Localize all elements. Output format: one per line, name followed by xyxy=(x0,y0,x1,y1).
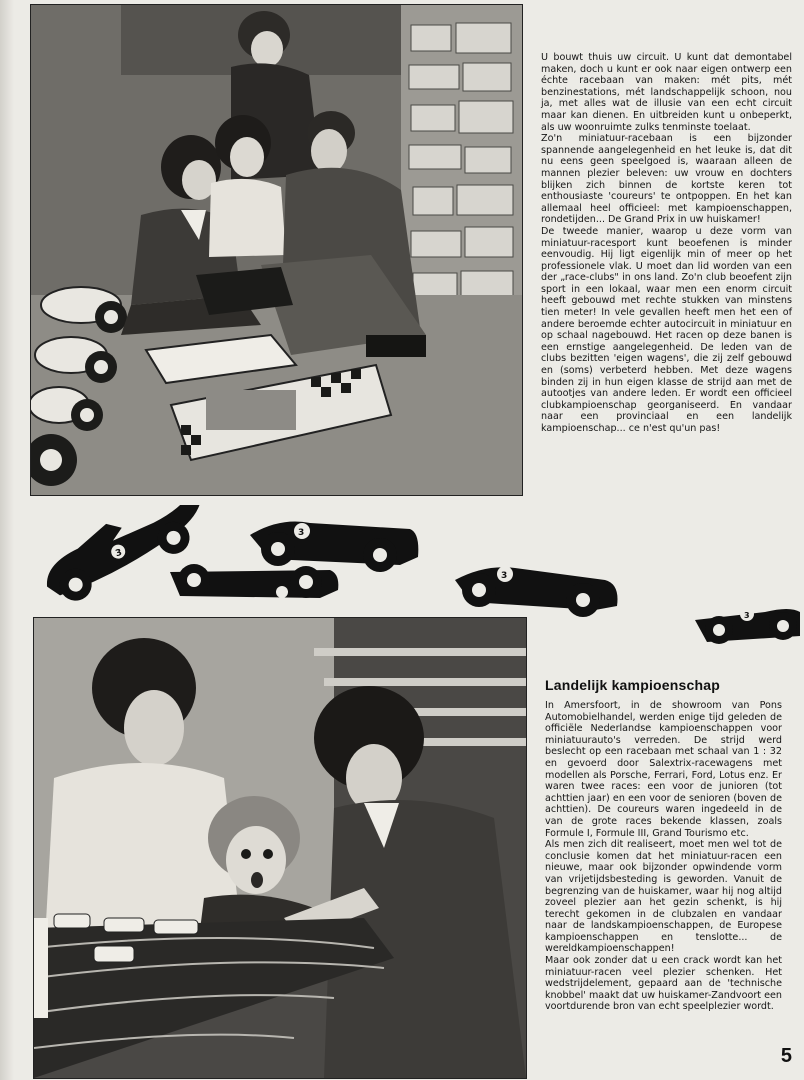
paragraph-family-racing: Zo'n miniatuur-racebaan is een bijzonder spannende aangelegenheid en het leuke is, dat dit nu eens geen speelgoed is, waaraan alleen de mannen plezier beleven: uw vrouw en dochters blijken zich binnen de kortste keren tot enthousiaste 'coureurs' te ontpoppen. En het kan allemaal heel officieel: met kampioenschappen, rondetijden... De Grand Prix in uw huiskamer! xyxy=(541,133,792,226)
paragraph-race-clubs: De tweede manier, waarop u deze vorm van miniatuur-racesport kunt beoefenen is minder eenvoudig. Hij ligt eigenlijk min of meer op het professionele vlak. U moet dan lid worden van een der „race-clubs" in ons land. Zo'n club beoefent zijn sport in een lokaal, waar men een enorm circuit heeft gebouwd met rechte stukken van minstens tien meter! In vele gevallen heeft men het een of andere beroemde echter autocircuit in miniatuur en op schaal nagebouwd. Het racen op deze banen is een ernstige aangelegenheid. De leden van de clubs bezitten 'eigen wagens', die zij zelf gebouwd en (soms) verbeterd hebben. Met deze wagens binden zij in hun eigen klasse de strijd aan met de autootjes van andere leden. Er wordt een officieel clubkampioenschap georganiseerd. En vandaar naar een provinciaal en een landelijk kampioenschap... ce n'est qu'un pas! xyxy=(541,225,792,434)
bottom-photo-illustration xyxy=(34,618,526,1078)
top-photo xyxy=(30,4,523,496)
top-photo-illustration xyxy=(31,5,522,495)
car-5-number: 3 xyxy=(744,611,750,620)
car-silhouette-3 xyxy=(170,564,338,598)
paragraph-conclusion: Als men zich dit realiseert, moet men wel tot de conclusie komen dat het miniatuur-racen een nieuwe, maar ook bijzonder opwindende vorm van vrijetijdsbesteding is geworden. Vanuit de begrenzing van de huiskamer, waar hij nog altijd zoveel plezier aan het gezin schenkt, is hij terecht gekomen in de clubzalen en vandaar naar de landskampioenschappen, de Europese kampioenschappen en tenslotte... de wereldkampioenschappen! xyxy=(545,839,782,955)
paragraph-fun: Maar ook zonder dat u een crack wordt kan het miniatuur-racen veel plezier schenken. Het wedstrijdelement, gepaard aan de 'technische knobbel' maakt dat uw huiskamer-Zandvoort een voortdurende bron van echt speelplezier wordt. xyxy=(545,955,782,1013)
bottom-photo xyxy=(33,617,527,1079)
car-2-number: 3 xyxy=(298,528,305,538)
paragraph-intro: U bouwt thuis uw circuit. U kunt dat demontabel maken, doch u kunt er ook naar eigen ontwerp een échte racebaan van maken: mét pits, mét benzinestations, mét landschappelijk schoon, nou ja, met alles wat de illusie van een echt circuit maar kan dienen. En uitbreiden kunt u onbeperkt, als uw woonruimte zulks tenminste toelaat. xyxy=(541,52,792,133)
page-number: 5 xyxy=(780,1045,792,1067)
car-silhouette-2 xyxy=(250,522,418,573)
car-silhouette-5 xyxy=(695,607,800,644)
top-article-column xyxy=(541,52,792,435)
section-heading: Landelijk kampioenschap xyxy=(545,677,720,693)
paragraph-amersfoort: In Amersfoort, in de showroom van Pons Automobielhandel, werden enige tijd geleden de officiële Nederlandse kampioenschappen voor miniatuurauto's verreden. De strijd werd beslecht op een racebaan met schaal van 1 : 32 en gevoerd door Salextrix-racewagens met modellen als Porsche, Ferrari, Ford, Lotus enz. Er waren twee races: een voor de junioren (tot achttien jaar) en een voor de senioren (boven de achttien). De coureurs waren ingedeeld in de van de grote races bekende klassen, zoals Formule I, Formule III, Grand Tourismo etc. xyxy=(545,700,782,839)
car-1-number: 3 xyxy=(114,547,124,560)
bottom-article-column xyxy=(545,700,782,1013)
car-4-number: 3 xyxy=(501,571,508,581)
car-silhouette-4 xyxy=(455,566,618,617)
